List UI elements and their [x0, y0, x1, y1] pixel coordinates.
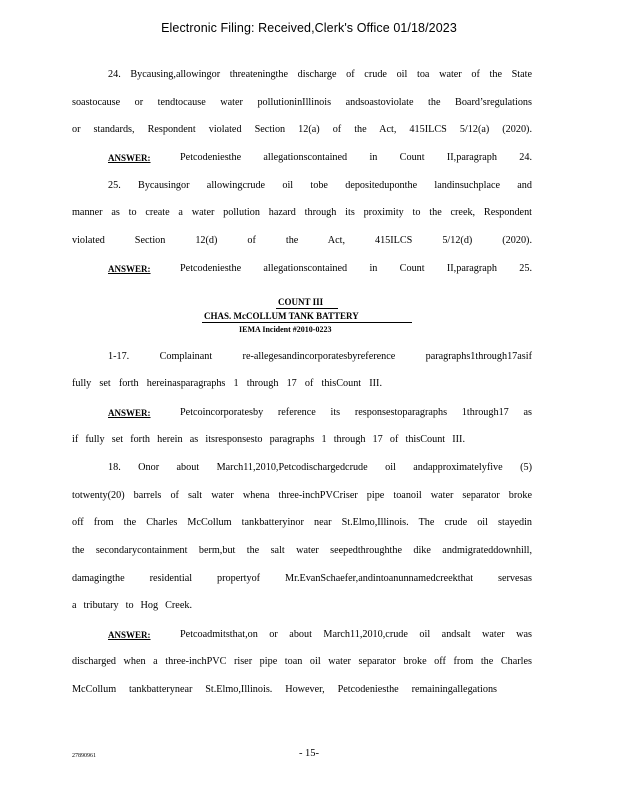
- para-18-line-2: totwenty(20) barrels of salt water whena three-inchPVCriser pipe toanoil water separator broke: [72, 490, 532, 501]
- answer-label: ANSWER:: [108, 153, 151, 163]
- para-25-line-3: violated Section 12(d) of the Act, 415ILCS 5/12(d) (2020).: [72, 235, 532, 246]
- para-24-line-1: 24. Bycausing,allowingor threateningthe discharge of crude oil toa water of the State: [108, 69, 532, 80]
- incident-number: IEMA Incident #2010-0223: [239, 325, 332, 334]
- para-1-17-answer-line-2: if fully set forth herein as itsresponsesto paragraphs 1 through 17 of thisCount III.: [72, 434, 465, 445]
- para-24-answer: Petcodeniesthe allegationscontained in Count II,paragraph 24.: [180, 152, 532, 163]
- answer-label: ANSWER:: [108, 630, 151, 640]
- para-18-line-6: a tributary to Hog Creek.: [72, 600, 192, 611]
- para-18-line-4: the secondarycontainment berm,but the salt water seepedthroughthe dike andmigrateddownhill,: [72, 545, 532, 556]
- para-24-line-2: soastocause or tendtocause water pollutioninIllinois andsoastoviolate the Board’sregulations: [72, 97, 532, 108]
- answer-label: ANSWER:: [108, 408, 151, 418]
- para-25-answer: Petcodeniesthe allegationscontained in Count II,paragraph 25.: [180, 263, 532, 274]
- document-id: 27890961: [72, 753, 96, 759]
- count-heading: COUNT III: [278, 297, 324, 307]
- answer-label: ANSWER:: [108, 264, 151, 274]
- filing-header: Electronic Filing: Received,Clerk's Office 01/18/2023: [161, 21, 457, 35]
- para-18-line-5: damagingthe residential propertyof Mr.EvanSchaefer,andintoanunnamedcreekthat servesas: [72, 573, 532, 584]
- para-18-answer-line-1: Petcoadmitsthat,on or about March11,2010,crude oil andsalt water was: [180, 629, 532, 640]
- para-25-line-2: manner as to create a water pollution hazard through its proximity to the creek, Respondent: [72, 207, 532, 218]
- para-18-line-1: 18. Onor about March11,2010,Petcodischargedcrude oil andapproximatelyfive (5): [108, 462, 532, 473]
- para-1-17-line-2: fully set forth hereinasparagraphs 1 through 17 of thisCount III.: [72, 378, 382, 389]
- para-1-17-answer-line-1: Petcoincorporatesby reference its responsestoparagraphs 1through17 as: [180, 407, 532, 418]
- para-18-answer-line-2: discharged when a three-inchPVC riser pipe toan oil water separator broke off from the Charles: [72, 656, 532, 667]
- heading-rule: [202, 322, 412, 323]
- heading-rule: [276, 308, 338, 309]
- para-25-line-1: 25. Bycausingor allowingcrude oil tobe depositeduponthe landinsuchplace and: [108, 180, 532, 191]
- para-18-line-3: off from the Charles McCollum tankbatteryinor near St.Elmo,Illinois. The crude oil stayedin: [72, 517, 532, 528]
- para-18-answer-line-3: McCollum tankbatterynear St.Elmo,Illinois. However, Petcodeniesthe remainingallegations: [72, 684, 497, 695]
- para-1-17-line-1: 1-17. Complainant re-allegesandincorporatesbyreference paragraphs1through17asif: [108, 351, 532, 362]
- count-subheading: CHAS. McCOLLUM TANK BATTERY: [204, 311, 359, 321]
- para-24-line-3: or standards, Respondent violated Section 12(a) of the Act, 415ILCS 5/12(a) (2020).: [72, 124, 532, 135]
- page-number: - 15-: [298, 748, 320, 759]
